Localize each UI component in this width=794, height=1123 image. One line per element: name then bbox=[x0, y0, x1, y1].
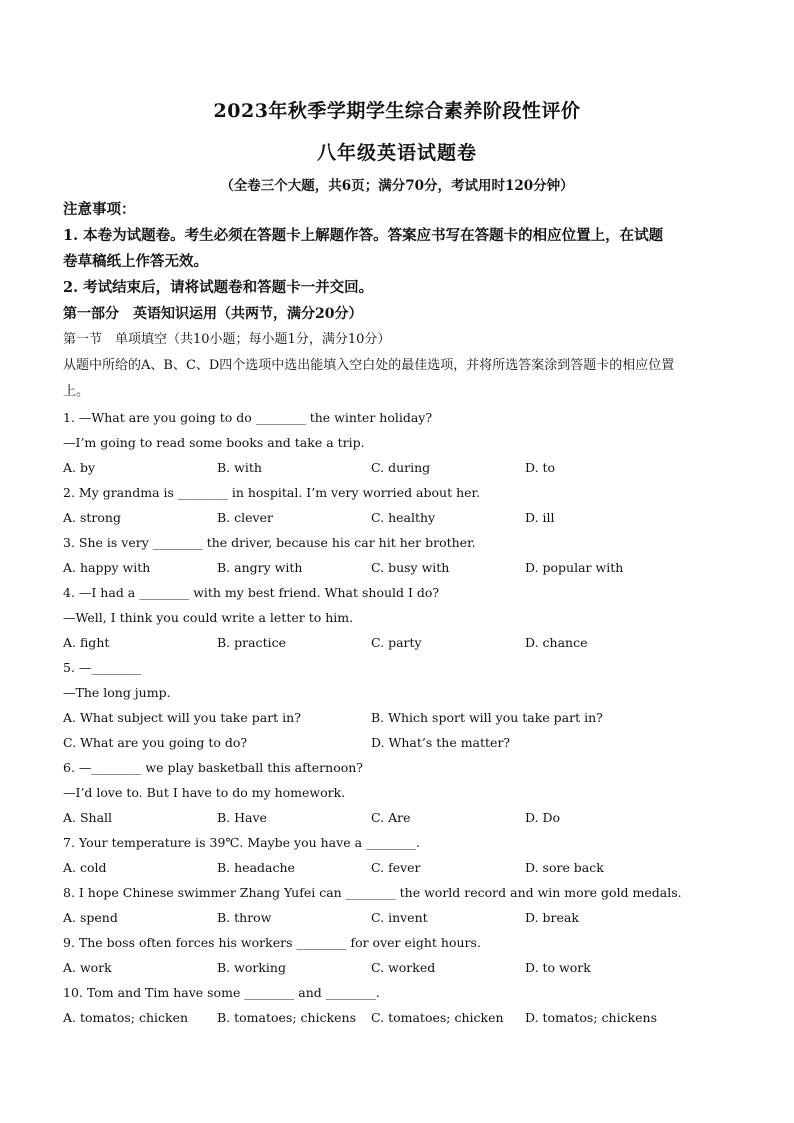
option-a: A. tomatos; chicken bbox=[63, 1010, 189, 1025]
option-d: D. tomatos; chickens bbox=[525, 1010, 658, 1025]
option-a: A. strong bbox=[63, 510, 121, 525]
option-c: C. Are bbox=[371, 810, 411, 825]
option-c: C. during bbox=[371, 460, 431, 475]
question-line: 5. —________ bbox=[63, 660, 142, 675]
option-d: D. sore back bbox=[525, 860, 604, 875]
option-a: A. by bbox=[63, 460, 96, 475]
options-row bbox=[63, 555, 731, 580]
options-row bbox=[63, 730, 731, 755]
question-line: 9. The boss often forces his workers ________ for over eight hours. bbox=[63, 935, 481, 950]
option-b: B. practice bbox=[217, 635, 286, 650]
option-d: D. What’s the matter? bbox=[371, 735, 511, 750]
question-9 bbox=[63, 930, 731, 980]
options-row bbox=[63, 955, 731, 980]
exam-body bbox=[63, 197, 731, 1030]
option-a: A. Shall bbox=[63, 810, 113, 825]
option-d: D. popular with bbox=[525, 560, 624, 575]
question-7 bbox=[63, 830, 731, 880]
exam-info: （全卷三个大题，共6页；满分70分，考试用时120分钟） bbox=[220, 178, 574, 194]
option-b: B. clever bbox=[217, 510, 273, 525]
part1-heading: 第一部分 英语知识运用（共两节，满分20分） bbox=[63, 306, 363, 322]
question-8 bbox=[63, 880, 731, 930]
question-3 bbox=[63, 530, 731, 580]
note-item-1 bbox=[63, 223, 731, 275]
option-c: C. worked bbox=[371, 960, 436, 975]
options-row bbox=[63, 705, 731, 730]
option-b: B. tomatoes; chickens bbox=[217, 1010, 357, 1025]
question-line: 3. She is very ________ the driver, because his car hit her brother. bbox=[63, 535, 476, 550]
option-d: D. Do bbox=[525, 810, 561, 825]
question-line: 8. I hope Chinese swimmer Zhang Yufei can ________ the world record and win more gold medals. bbox=[63, 885, 682, 900]
option-b: B. headache bbox=[217, 860, 295, 875]
options-row bbox=[63, 805, 731, 830]
option-d: D. to bbox=[525, 460, 556, 475]
option-c: C. invent bbox=[371, 910, 428, 925]
option-c: C. busy with bbox=[371, 560, 450, 575]
exam-title: 2023年秋季学期学生综合素养阶段性评价 bbox=[213, 100, 581, 122]
options-row bbox=[63, 855, 731, 880]
option-a: A. happy with bbox=[63, 560, 151, 575]
options-row bbox=[63, 905, 731, 930]
option-c: C. tomatoes; chicken bbox=[371, 1010, 504, 1025]
question-4 bbox=[63, 580, 731, 655]
option-a: A. work bbox=[63, 960, 112, 975]
question-line: 10. Tom and Tim have some ________ and ________. bbox=[63, 985, 380, 1000]
option-b: B. working bbox=[217, 960, 286, 975]
note-item-1-line-2: 卷草稿纸上作答无效。 bbox=[63, 253, 208, 270]
instruction-line-1: 从题中所给的A、B、C、D四个选项中选出能填入空白处的最佳选项，并将所选答案涂到答题卡的相应位置 bbox=[63, 358, 675, 373]
options-row bbox=[63, 455, 731, 480]
option-a: A. fight bbox=[63, 635, 110, 650]
question-5 bbox=[63, 655, 731, 755]
question-line: 6. —________ we play basketball this afternoon? bbox=[63, 760, 364, 775]
question-line: —I’m going to read some books and take a trip. bbox=[63, 435, 365, 450]
option-d: D. break bbox=[525, 910, 579, 925]
option-c: C. What are you going to do? bbox=[63, 735, 248, 750]
exam-subtitle: 八年级英语试题卷 bbox=[316, 142, 477, 164]
question-line: —Well, I think you could write a letter to him. bbox=[63, 610, 354, 625]
option-d: D. ill bbox=[525, 510, 555, 525]
section1-instruction bbox=[63, 353, 731, 405]
question-line: 4. —I had a ________ with my best friend. What should I do? bbox=[63, 585, 440, 600]
question-2 bbox=[63, 480, 731, 530]
option-d: D. chance bbox=[525, 635, 588, 650]
option-c: C. fever bbox=[371, 860, 421, 875]
option-b: B. with bbox=[217, 460, 262, 475]
question-line: 2. My grandma is ________ in hospital. I’m very worried about her. bbox=[63, 485, 481, 500]
options-row bbox=[63, 1005, 731, 1030]
option-a: A. cold bbox=[63, 860, 107, 875]
option-d: D. to work bbox=[525, 960, 591, 975]
option-c: C. party bbox=[371, 635, 422, 650]
options-row bbox=[63, 630, 731, 655]
question-6 bbox=[63, 755, 731, 830]
question-line: 1. —What are you going to do ________ the winter holiday? bbox=[63, 410, 433, 425]
option-a: A. spend bbox=[63, 910, 118, 925]
notes-heading: 注意事项： bbox=[63, 201, 136, 218]
option-a: A. What subject will you take part in? bbox=[63, 710, 301, 725]
instruction-line-2: 上。 bbox=[63, 384, 90, 399]
option-b: B. angry with bbox=[217, 560, 303, 575]
question-line: 7. Your temperature is 39℃. Maybe you have a ________. bbox=[63, 835, 420, 850]
question-line: —The long jump. bbox=[63, 685, 171, 700]
option-b: B. throw bbox=[217, 910, 272, 925]
question-1 bbox=[63, 405, 731, 480]
option-c: C. healthy bbox=[371, 510, 436, 525]
note-item-1-line-1: 1. 本卷为试题卷。考生必须在答题卡上解题作答。答案应书写在答题卡的相应位置上，在试题 bbox=[63, 227, 664, 244]
section1-heading: 第一节 单项填空（共10小题；每小题1分，满分10分） bbox=[63, 332, 391, 347]
note-item-2: 2. 考试结束后，请将试题卷和答题卡一并交回。 bbox=[63, 279, 374, 296]
question-10 bbox=[63, 980, 731, 1030]
option-b: B. Which sport will you take part in? bbox=[371, 710, 603, 725]
question-line: —I’d love to. But I have to do my homework. bbox=[63, 785, 346, 800]
option-b: B. Have bbox=[217, 810, 267, 825]
options-row bbox=[63, 505, 731, 530]
